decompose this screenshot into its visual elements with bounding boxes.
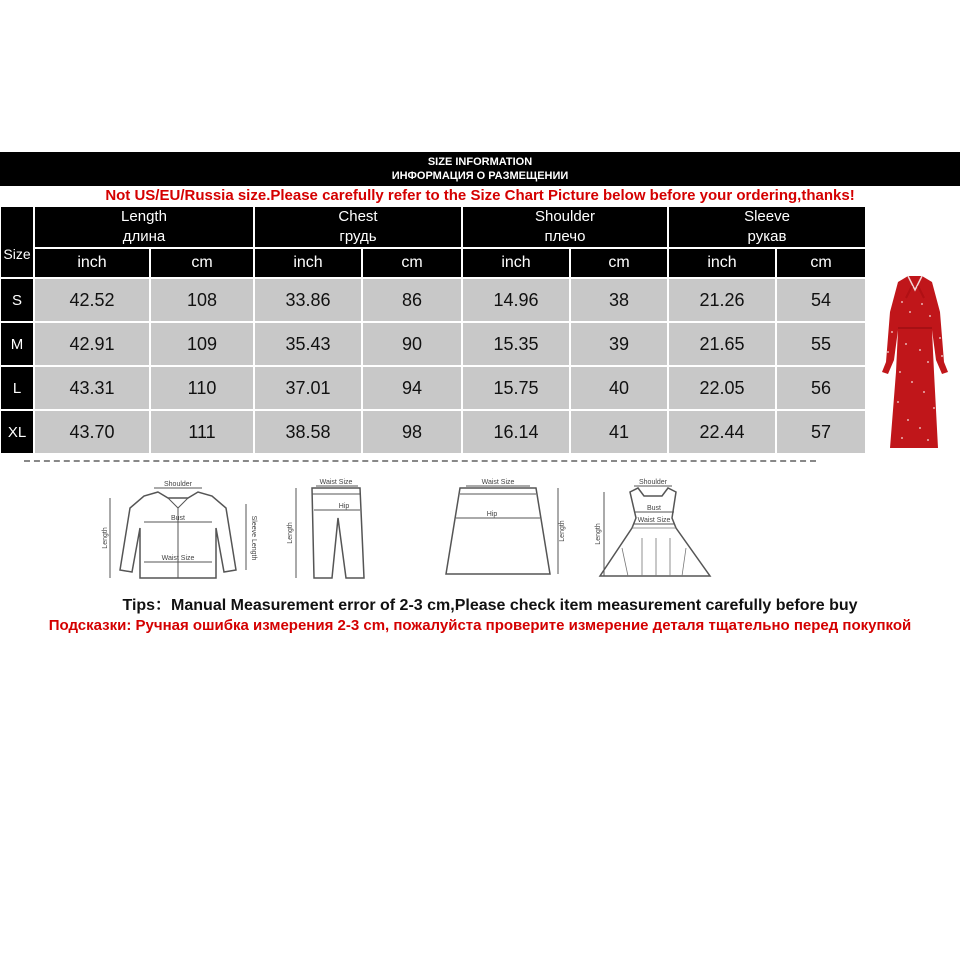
- table-cell: 90: [363, 323, 461, 365]
- dress-waist-label: Waist Size: [637, 517, 671, 524]
- table-cell: 40: [571, 367, 667, 409]
- row-size-label: M: [1, 323, 33, 365]
- table-cell: 108: [151, 279, 253, 321]
- column-header-shoulder: [463, 207, 667, 247]
- size-header: [1, 207, 33, 277]
- column-header-en: Sleeve: [744, 208, 790, 225]
- unit-header: cm: [151, 249, 253, 277]
- table-cell: 15.35: [463, 323, 569, 365]
- column-header-chest: [255, 207, 461, 247]
- shirt-bust-label: Bust: [170, 515, 186, 522]
- table-cell: 33.86: [255, 279, 361, 321]
- table-cell: 98: [363, 411, 461, 453]
- shirt-length-label: Length: [102, 527, 109, 549]
- size-notice: Not US/EU/Russia size.Please carefully refer to the Size Chart Picture below before your ordering,thanks!: [105, 187, 855, 204]
- table-cell: 54: [777, 279, 865, 321]
- tips-ru: Подсказки: Ручная ошибка измерения 2-3 cm, пожалуйста проверите измерение деталя тщательно перед покупкой: [48, 617, 912, 634]
- table-cell: 39: [571, 323, 667, 365]
- unit-header: inch: [463, 249, 569, 277]
- size-header-label: Size: [3, 246, 31, 262]
- column-header-length: [35, 207, 253, 247]
- table-cell: 86: [363, 279, 461, 321]
- table-cell: 21.26: [669, 279, 775, 321]
- skirt-hip-label: Hip: [486, 511, 498, 518]
- table-cell: 38.58: [255, 411, 361, 453]
- table-cell: 37.01: [255, 367, 361, 409]
- column-header-en: Shoulder: [534, 208, 596, 225]
- row-size-label: L: [1, 367, 33, 409]
- table-cell: 41: [571, 411, 667, 453]
- column-header-sleeve: [669, 207, 865, 247]
- column-header-en: Length: [121, 208, 167, 225]
- dress-photo: [876, 252, 956, 452]
- unit-header: inch: [669, 249, 775, 277]
- unit-header: cm: [777, 249, 865, 277]
- table-cell: 109: [151, 323, 253, 365]
- shirt-waist-label: Waist Size: [161, 555, 195, 562]
- column-header-ru: грудь: [339, 228, 377, 245]
- table-cell: 56: [777, 367, 865, 409]
- shirt-sleeve-label: Sleeve Length: [250, 515, 257, 561]
- tips-en: Tips：Manual Measurement error of 2-3 cm,Please check item measurement carefully before buy: [122, 597, 858, 614]
- unit-header: inch: [35, 249, 149, 277]
- unit-header: cm: [571, 249, 667, 277]
- size-info-banner: [0, 152, 960, 186]
- table-cell: 42.91: [35, 323, 149, 365]
- shirt-shoulder-label: Shoulder: [163, 481, 193, 488]
- skirt-length-label: Length: [559, 520, 566, 542]
- table-cell: 22.05: [669, 367, 775, 409]
- shirt-diagram: [100, 478, 260, 584]
- table-cell: 55: [777, 323, 865, 365]
- table-cell: 15.75: [463, 367, 569, 409]
- table-cell: 16.14: [463, 411, 569, 453]
- column-header-ru: длина: [122, 228, 166, 245]
- table-cell: 35.43: [255, 323, 361, 365]
- table-cell: 57: [777, 411, 865, 453]
- table-cell: 94: [363, 367, 461, 409]
- dress-diagram: [592, 478, 722, 584]
- table-cell: 111: [151, 411, 253, 453]
- pants-waist-label: Waist Size: [319, 479, 353, 486]
- column-header-ru: плечо: [544, 228, 586, 245]
- unit-header: cm: [363, 249, 461, 277]
- table-cell: 43.70: [35, 411, 149, 453]
- pants-hip-label: Hip: [338, 503, 350, 510]
- table-cell: 42.52: [35, 279, 149, 321]
- pants-length-label: Length: [287, 522, 294, 544]
- row-size-label: XL: [1, 411, 33, 453]
- column-header-ru: рукав: [747, 228, 787, 245]
- table-cell: 22.44: [669, 411, 775, 453]
- table-cell: 43.31: [35, 367, 149, 409]
- table-cell: 110: [151, 367, 253, 409]
- dress-bust-label: Bust: [646, 505, 662, 512]
- banner-title-en: SIZE INFORMATION: [427, 156, 533, 168]
- banner-title-ru: ИНФОРМАЦИЯ О РАЗМЕЩЕНИИ: [391, 170, 569, 182]
- unit-header: inch: [255, 249, 361, 277]
- pants-diagram: [282, 478, 382, 584]
- row-size-label: S: [1, 279, 33, 321]
- skirt-waist-label: Waist Size: [481, 479, 515, 486]
- dashed-divider: [24, 460, 816, 462]
- table-cell: 21.65: [669, 323, 775, 365]
- column-header-en: Chest: [338, 208, 378, 225]
- table-cell: 14.96: [463, 279, 569, 321]
- skirt-diagram: [432, 478, 572, 584]
- dress-shoulder-label: Shoulder: [638, 479, 668, 486]
- dress-length-label: Length: [595, 523, 602, 545]
- table-cell: 38: [571, 279, 667, 321]
